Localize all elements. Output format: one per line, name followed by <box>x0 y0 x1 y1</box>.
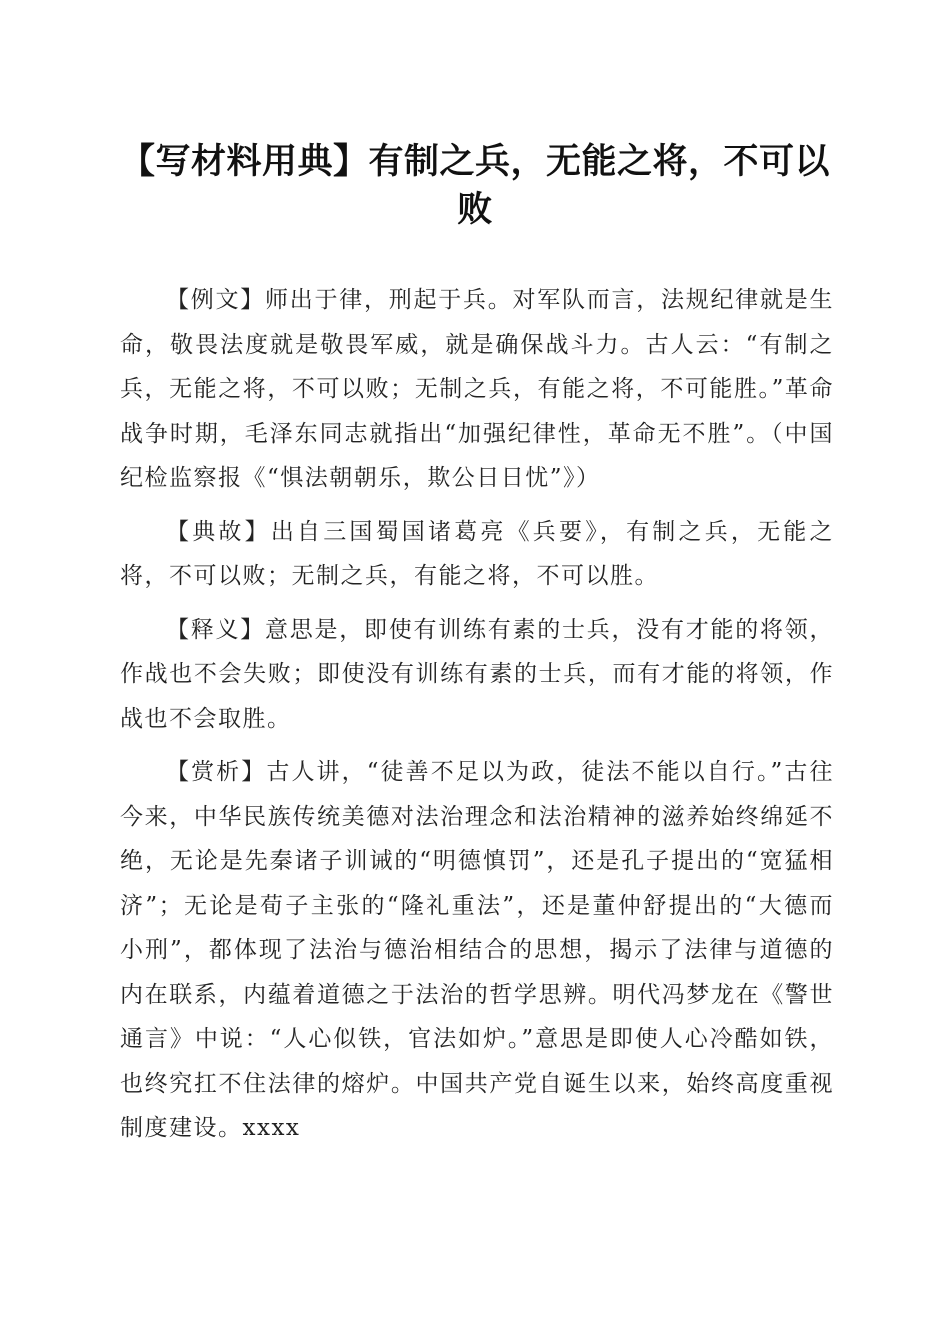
paragraph-text: 意思是，即使有训练有素的士兵，没有才能的将领，作战也不会失败；即使没有训练有素的士兵，而有才能的将领，作战也不会取胜。 <box>120 616 834 732</box>
paragraph-label: 【典故】 <box>166 518 271 545</box>
paragraph-allusion <box>120 510 834 599</box>
paragraph-text: 古人讲，“徒善不足以为政，徒法不能以自行。”古往今来，中华民族传统美德对法治理念和法治精神的滋养始终绵延不绝，无论是先秦诸子训诫的“明德慎罚”，还是孔子提出的“宽猛相济”；无论是荀子主张的“隆礼重法”，还是董仲舒提出的“大德而小刑”，都体现了法治与德治相结合的思想，揭示了法律与道德的内在联系，内蕴着道德之于法治的哲学思辨。明代冯梦龙在《警世通言》中说：“人心似铁，官法如炉。”意思是即使人心冷酷如铁，也终究扛不住法律的熔炉。中国共产党自诞生以来，始终高度重视制度建设。xxxx <box>120 759 834 1141</box>
document-body <box>120 278 834 1160</box>
paragraph-text: 师出于律，刑起于兵。对军队而言，法规纪律就是生命，敬畏法度就是敬畏军威，就是确保战斗力。古人云：“有制之兵，无能之将，不可以败；无制之兵，有能之将，不可能胜。”革命战争时期，毛泽东同志就指出“加强纪律性，革命无不胜”。（中国纪检监察报《“惧法朝朝乐，欺公日日忧”》） <box>120 287 834 491</box>
paragraph-label: 【例文】 <box>166 287 265 313</box>
paragraph-label: 【赏析】 <box>166 759 267 785</box>
paragraph-appreciation <box>120 750 834 1151</box>
paragraph-text: 出自三国蜀国诸葛亮《兵要》，有制之兵，无能之将，不可以败；无制之兵，有能之将，不可以胜。 <box>120 518 835 589</box>
document-title: 【写材料用典】有制之兵，无能之将，不可以败 <box>119 141 830 230</box>
paragraph-interpretation <box>120 608 834 742</box>
paragraph-label: 【释义】 <box>166 616 265 643</box>
paragraph-example <box>120 278 834 501</box>
